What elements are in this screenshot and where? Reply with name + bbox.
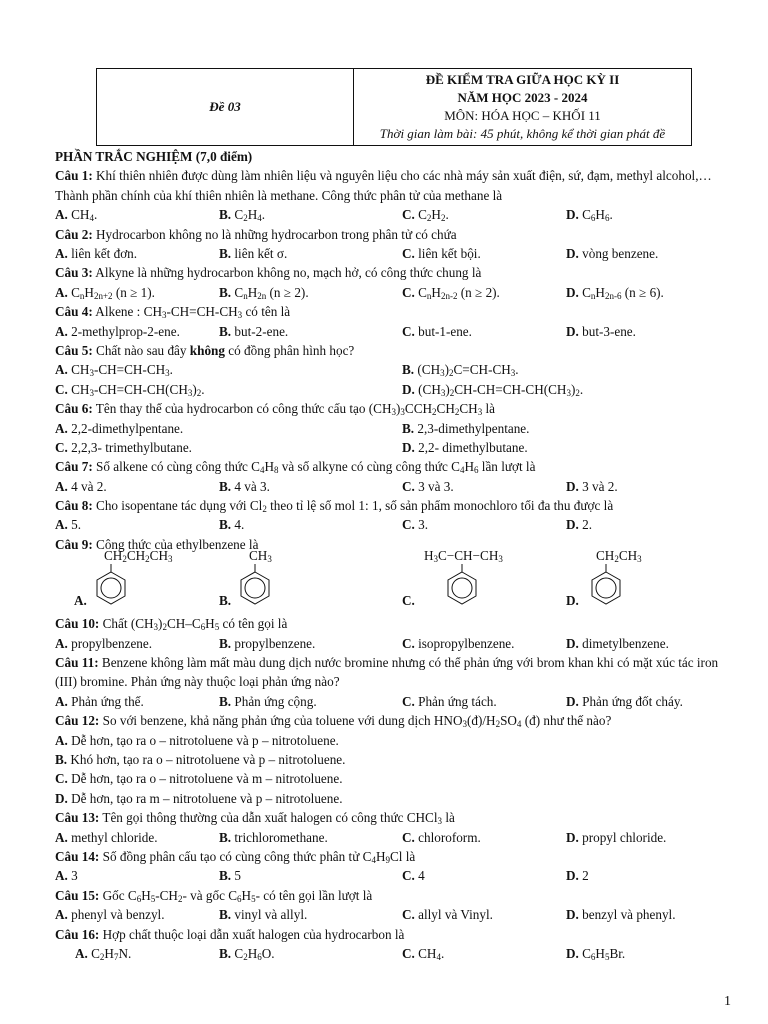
question-1: Câu 1: Khí thiên nhiên được dùng làm nhiên liệu và nguyên liệu cho các nhà máy sản xuất điện, sứ, đạm, methyl alcohol,…Thành phần chính của khí thiên nhiên là methane. Công thức phân tử của methane là [55, 168, 712, 203]
question-9-structures: A. $CH_2CH_2CH_3$ B. $CH_3$ C. $H_3C-CH-CH_3$ D. $CH_2CH_3$ [55, 554, 735, 614]
question-12: Câu 12: So với benzene, khả năng phản ứng của toluene với dung dịch $HNO_3(đ)/H_2SO_4$ (đ) như thế nào? [55, 713, 612, 730]
question-6-options-ab: A. 2,2-dimethylpentane. B. 2,3-dimethylpentane. [55, 420, 530, 436]
question-14-options: A. 3 B. 5 C. 4 D. 2 [55, 868, 589, 884]
question-10-options: A. propylbenzene. B. propylbenzene. C. isopropylbenzene. D. dimetylbenzene. [55, 635, 669, 651]
question-10: Câu 10: Chất $(CH_3)_2CH-C_6H_5$ có tên gọi là [55, 616, 288, 633]
benzene-ring-icon [448, 554, 508, 614]
question-8: Câu 8: Cho isopentane tác dụng với $Cl_2$ theo tỉ lệ số mol 1: 1, số sản phẩm monochloro tối đa thu được là [55, 498, 614, 515]
exam-title: ĐỀ KIỂM TRA GIỮA HỌC KỲ II [425, 72, 620, 87]
question-4: Câu 4: Alkene : $CH_3-CH=CH-CH_3$ có tên là [55, 304, 291, 321]
question-12-option-b: B. Khó hơn, tạo ra o – nitrotoluene và p – nitrotoluene. [55, 752, 346, 767]
question-2: Câu 2: Hydrocarbon không no là những hydrocarbon trong phân tử có chứa [55, 226, 457, 242]
question-3: Câu 3: Alkyne là những hydrocarbon không no, mạch hở, có công thức chung là [55, 265, 482, 281]
section-title: PHẦN TRẮC NGHIỆM (7,0 điểm) [55, 149, 253, 164]
exam-title-block [354, 69, 691, 145]
question-13: Câu 13: Tên gọi thông thường của dẫn xuất halogen có công thức CHCl$_3$ là [55, 810, 455, 827]
page-number: 1 [724, 994, 731, 1009]
question-5-options-cd: C. $CH_3-CH=CH-CH(CH_3)_2$. D. $(CH_3)_2CH-CH=CH-CH(CH_3)_2$. [55, 381, 584, 398]
question-9: Câu 9: Công thức của ethylbenzene là [55, 536, 259, 552]
question-16-options: A. $C_2H_7N$. B. $C_2H_6O$. C. $CH_4$. D. $C_6H_5Br$. [75, 945, 626, 962]
question-11: Câu 11: Benzene không làm mất màu dung dịch nước bromine nhưng có thể phản ứng với brom khan khi có mặt xúc tác iron (III) bromine. Phản ứng này thuộc loại phản ứng nào? [55, 655, 719, 690]
question-3-options: A. $C_nH_{2n+2}$ (n ≥ 1). B. $C_nH_{2n}$ (n ≥ 2). C. $C_nH_{2n-2}$ (n ≥ 2). D. $C_nH_{2n-6}$ (n ≥ 6). [55, 284, 664, 301]
question-12-option-c: C. Dễ hơn, tạo ra o – nitrotoluene và m – nitrotoluene. [55, 771, 343, 787]
exam-time: Thời gian làm bài: 45 phút, không kể thời gian phát đề [379, 126, 666, 141]
question-6: Câu 6: Tên thay thế của hydrocarbon có công thức cấu tạo $(CH_3)_3CCH_2CH_2CH_3$ là [55, 401, 496, 418]
question-5-options-ab: A. $CH_3-CH=CH-CH_3$. B. $(CH_3)_2C=CH-CH_3$. [55, 362, 519, 379]
question-5: Câu 5: Chất nào sau đây không có đồng phân hình học? [55, 342, 355, 358]
question-4-options: A. 2-methylprop-2-ene. B. but-2-ene. C. but-1-ene. D. but-3-ene. [55, 323, 636, 339]
benzene-ring-icon [97, 554, 157, 614]
exam-code: Đề 03 [97, 69, 354, 145]
exam-year: NĂM HỌC 2023 - 2024 [457, 90, 588, 105]
question-13-options: A. methyl chloride. B. trichloromethane. C. chloroform. D. propyl chloride. [55, 829, 667, 845]
question-2-options: A. liên kết đơn. B. liên kết σ. C. liên kết bội. D. vòng benzene. [55, 245, 659, 261]
question-8-options: A. 5. B. 4. C. 3. D. 2. [55, 517, 593, 533]
question-12-option-a: A. Dễ hơn, tạo ra o – nitrotoluene và p – nitrotoluene. [55, 732, 339, 748]
question-7: Câu 7: Số alkene có cùng công thức $C_4H_8$ và số alkyne có cùng công thức $C_4H_6$ lần lượt là [55, 459, 536, 476]
question-16: Câu 16: Hợp chất thuộc loại dẫn xuất halogen của hydrocarbon là [55, 926, 405, 942]
question-15-options: A. phenyl và benzyl. B. vinyl và allyl. C. allyl và Vinyl. D. benzyl và phenyl. [55, 907, 676, 923]
exam-subject: MÔN: HÓA HỌC – KHỐI 11 [444, 108, 601, 123]
exam-content [55, 147, 735, 963]
question-15: Câu 15: Gốc $C_6H_5-CH_2-$ và gốc $C_6H_5-$ có tên gọi lần lượt là [55, 887, 373, 904]
question-12-option-d: D. Dễ hơn, tạo ra m – nitrotoluene và p – nitrotoluene. [55, 790, 343, 806]
question-11-options: A. Phản ứng thế. B. Phản ứng cộng. C. Phản ứng tách. D. Phản ứng đốt cháy. [55, 693, 683, 709]
benzene-ring-icon [241, 554, 301, 614]
question-7-options: A. 4 và 2. B. 4 và 3. C. 3 và 3. D. 3 và 2. [55, 478, 618, 494]
exam-header [96, 68, 692, 146]
question-14: Câu 14: Số đồng phân cấu tạo có cùng công thức phân tử $C_4H_9Cl$ là [55, 848, 416, 865]
benzene-ring-icon [592, 554, 652, 614]
question-1-options: A. $CH_4$. B. $C_2H_4$. C. $C_2H_2$. D. $C_6H_6$. [55, 207, 613, 224]
question-6-options-cd: C. 2,2,3- trimethylbutane. D. 2,2- dimethylbutane. [55, 439, 528, 455]
